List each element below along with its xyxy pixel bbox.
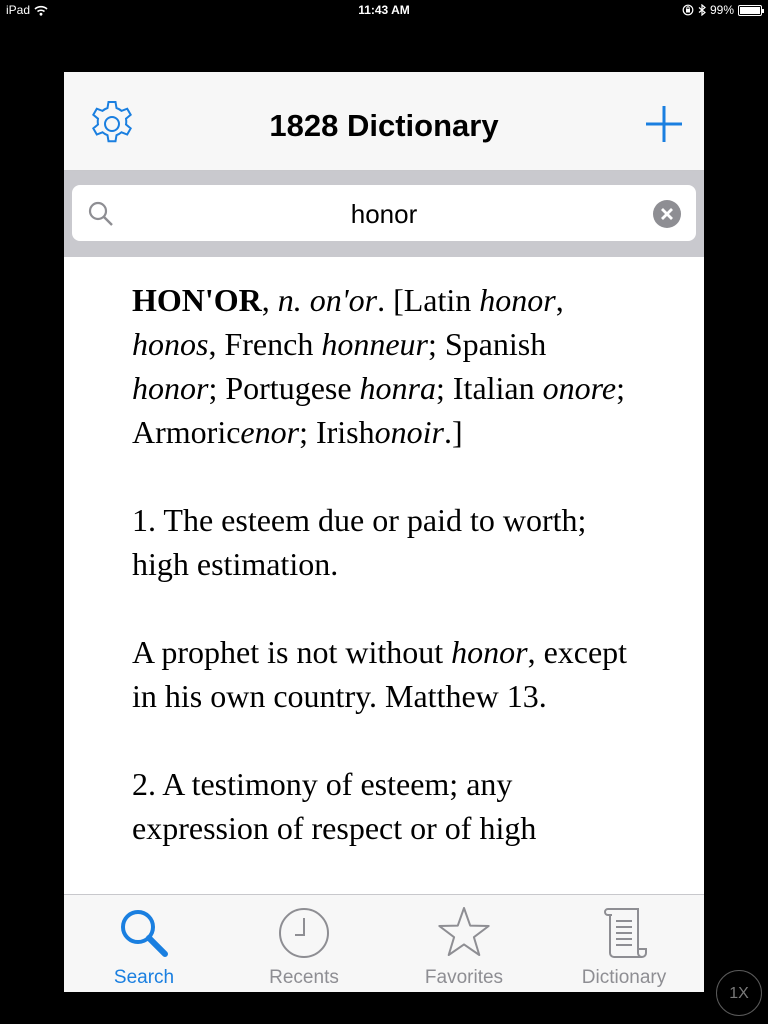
tab-favorites[interactable] (384, 895, 544, 992)
status-bar (0, 0, 768, 20)
clock-icon (276, 905, 332, 961)
example-word: honor (451, 634, 528, 670)
etym-word: enor (240, 414, 300, 450)
device-label: iPad (6, 3, 31, 17)
tab-dictionary[interactable] (544, 895, 704, 992)
tab-label: Dictionary (581, 967, 667, 988)
battery-percent: 99% (709, 3, 734, 17)
definition-1: 1. The esteem due or paid to worth; high estimation. (132, 502, 587, 582)
dictionary-entry (132, 278, 632, 894)
tab-label: Search (113, 967, 175, 988)
page-title: 1828 Dictionary (269, 108, 499, 143)
app-window (64, 72, 704, 992)
etym-word: honos (132, 326, 209, 362)
plus-icon (642, 102, 686, 146)
zoom-button[interactable]: 1X (716, 970, 762, 1016)
etymology-paragraph: HON'OR, n. on'or. [Latin honor, honos, French honneur; Spanish honor; Portugese honra; Italian onore; Armoricenor; Irishonoir.] (132, 282, 625, 450)
etym-word: onoir (374, 414, 444, 450)
definition-2: 2. A testimony of esteem; any expression of respect or of high (132, 766, 537, 846)
clear-search-button[interactable] (652, 199, 682, 229)
etym-word: honor (479, 282, 556, 318)
etym-word: honneur (321, 326, 428, 362)
etym-text: ; Spanish (427, 326, 547, 362)
tab-label: Recents (269, 967, 339, 988)
search-icon (86, 199, 116, 229)
status-time: 11:43 AM (358, 3, 410, 17)
scroll-icon (596, 905, 652, 961)
etym-text: , French (208, 326, 322, 362)
example-text: , except in his own country. Matthew 13. (132, 634, 628, 714)
tab-recents[interactable] (224, 895, 384, 992)
example-text: A prophet is not without (132, 634, 452, 670)
etym-word: onore (542, 370, 617, 406)
magnifier-icon (116, 905, 172, 961)
etym-text: [Latin (393, 282, 480, 318)
definition-view[interactable] (64, 258, 704, 894)
etym-word: honra (359, 370, 436, 406)
example-1 (132, 630, 632, 718)
bluetooth-icon (698, 4, 706, 16)
star-icon (436, 905, 492, 961)
search-field (72, 185, 696, 241)
etym-text: ; Portugese (208, 370, 360, 406)
tab-bar (64, 894, 704, 992)
navigation-bar (64, 72, 704, 171)
orientation-lock-icon (682, 4, 694, 16)
close-icon (652, 199, 682, 229)
add-button[interactable] (642, 102, 686, 146)
part-of-speech: n. (277, 282, 302, 318)
etym-text: ; Armoric (132, 370, 625, 450)
etym-text: ; Italian (436, 370, 543, 406)
tab-label: Favorites (424, 967, 504, 988)
tab-search[interactable] (64, 895, 224, 992)
headword: HON'OR (132, 282, 262, 318)
pronunciation: on'or (309, 282, 378, 318)
search-input[interactable] (132, 185, 636, 243)
battery-icon (738, 5, 762, 16)
etym-word: honor (132, 370, 209, 406)
search-bar (64, 171, 704, 257)
etym-text: ; Irish (299, 414, 375, 450)
